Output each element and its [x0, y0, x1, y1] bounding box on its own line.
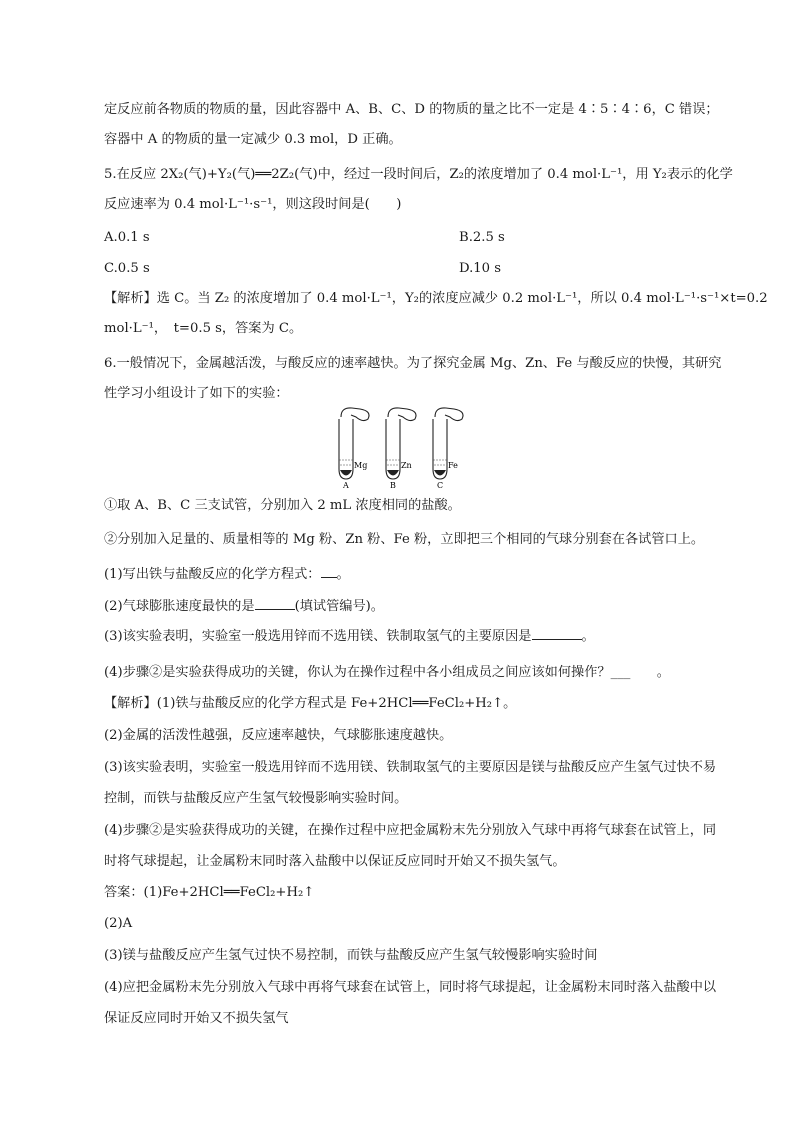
- text-line: 答案：(1)Fe+2HCl══FeCl₂+H₂↑: [104, 885, 315, 900]
- test-tube-a: [339, 408, 369, 490]
- text-line: 性学习小组设计了如下的实验：: [104, 386, 289, 401]
- answer-blank: [532, 627, 582, 640]
- option-a: A.0.1 s: [104, 230, 150, 245]
- text-line: ②分别加入足量的、质量相等的 Mg 粉、Zn 粉、Fe 粉，立即把三个相同的气球分别套在各试管口上。: [104, 532, 705, 547]
- test-tube-b: [386, 408, 416, 490]
- option-row-1: [104, 229, 505, 246]
- question-1-text: (1)写出铁与盐酸反应的化学方程式：: [104, 567, 321, 582]
- test-tube-c: [433, 408, 463, 490]
- text-line: 【解析】(1)铁与盐酸反应的化学方程式是 Fe+2HCl══FeCl₂+H₂↑。: [104, 696, 517, 711]
- text-line: ①取 A、B、C 三支试管，分别加入 2 mL 浓度相同的盐酸。: [104, 498, 461, 513]
- option-row-2: [104, 260, 502, 277]
- text-line: 时将气球提起，让金属粉末同时落入盐酸中以保证反应同时开始又不损失氢气。: [104, 854, 566, 869]
- tube-label-a: A: [343, 481, 349, 490]
- answer-blank: [321, 565, 337, 578]
- metal-label-a: Mg: [354, 461, 368, 470]
- answer-blank: [255, 597, 295, 610]
- text-line: 保证反应同时开始又不损失氢气: [104, 1011, 289, 1026]
- text-line: 反应速率为 0.4 mol·L⁻¹·s⁻¹，则这段时间是( ): [104, 197, 402, 212]
- test-tubes-diagram: [330, 405, 470, 491]
- option-b: B.2.5 s: [459, 230, 505, 245]
- text-line: (2)金属的活泼性越强，反应速率越快，气球膨胀速度越快。: [104, 728, 453, 743]
- question-2: [104, 597, 384, 615]
- test-tube-figure: [330, 405, 470, 491]
- text-line: mol·L⁻¹， t=0.5 s，答案为 C。: [104, 321, 303, 336]
- metal-label-b: Zn: [401, 461, 412, 470]
- text-line: 定反应前各物质的物质的量，因此容器中 A、B、C、D 的物质的量之比不一定是 4∶5∶4∶6，C 错误；: [104, 102, 719, 117]
- text-line: (4)步骤②是实验获得成功的关键，你认为在操作过程中各小组成员之间应该如何操作？___ 。: [104, 665, 670, 680]
- text-line: (2)A: [104, 916, 133, 931]
- option-c: C.0.5 s: [104, 261, 150, 276]
- tube-label-c: C: [437, 481, 444, 490]
- tube-label-b: B: [390, 481, 396, 490]
- text-line: (3)镁与盐酸反应产生氢气过快不易控制，而铁与盐酸反应产生氢气较慢影响实验时间: [104, 948, 598, 963]
- question-2-text: (2)气球膨胀速度最快的是: [104, 599, 255, 614]
- text-line: 6.一般情况下，金属越活泼，与酸反应的速率越快。为了探究金属 Mg、Zn、Fe 与酸反应的快慢，其研究: [104, 356, 722, 371]
- question-1-end: 。: [336, 567, 350, 582]
- text-line: 5.在反应 2X₂(气)+Y₂(气)══2Z₂(气)中，经过一段时间后，Z₂的浓度增加了 0.4 mol·L⁻¹，用 Y₂表示的化学: [104, 167, 733, 182]
- text-line: 控制，而铁与盐酸反应产生氢气较慢影响实验时间。: [104, 791, 408, 806]
- text-line: 容器中 A 的物质的量一定减少 0.3 mol，D 正确。: [104, 132, 402, 147]
- text-line: (3)该实验表明，实验室一般选用锌而不选用镁、铁制取氢气的主要原因是镁与盐酸反应产生氢气过快不易: [104, 760, 717, 775]
- text-line: 【解析】选 C。当 Z₂ 的浓度增加了 0.4 mol·L⁻¹，Y₂的浓度应减少 0.2 mol·L⁻¹，所以 0.4 mol·L⁻¹·s⁻¹×t=0.2: [104, 291, 768, 306]
- text-line: (4)步骤②是实验获得成功的关键，在操作过程中应把金属粉末先分别放入气球中再将气球套在试管上，同: [104, 823, 717, 838]
- question-2-end: (填试管编号)。: [294, 599, 384, 614]
- option-d: D.10 s: [459, 261, 502, 276]
- metal-label-c: Fe: [448, 461, 458, 470]
- question-1: [104, 565, 350, 583]
- question-3-end: 。: [581, 629, 595, 644]
- question-3: [104, 627, 595, 645]
- question-3-text: (3)该实验表明，实验室一般选用锌而不选用镁、铁制取氢气的主要原因是: [104, 629, 532, 644]
- text-line: (4)应把金属粉末先分别放入气球中再将气球套在试管上，同时将气球提起，让金属粉末同时落入盐酸中以: [104, 980, 717, 995]
